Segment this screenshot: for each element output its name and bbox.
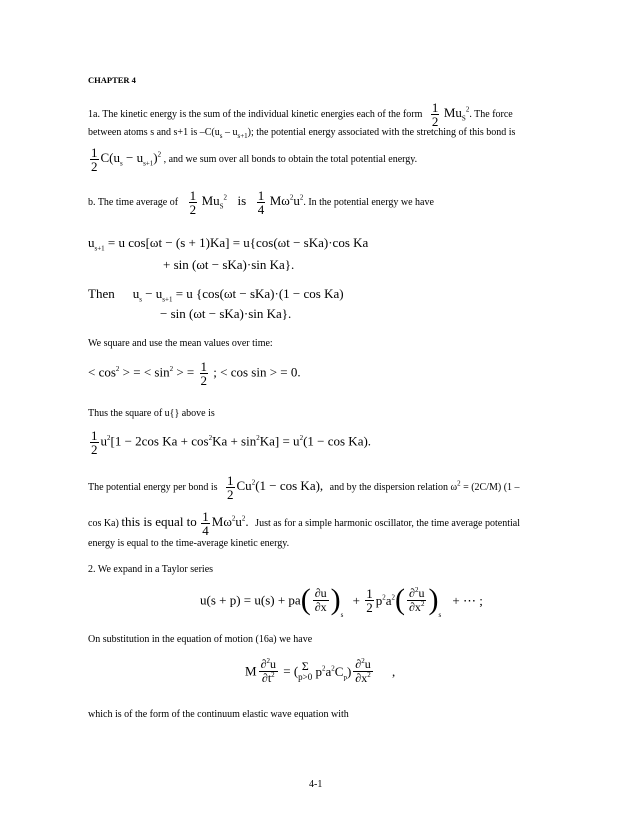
sup: 2 [266, 657, 270, 665]
text: C [334, 663, 344, 679]
sum-symbol [298, 660, 312, 683]
paragraph-1a-line2 [88, 128, 515, 138]
sigma: Σ [301, 658, 309, 673]
text: u [418, 585, 425, 600]
text: (1 − cos Ka). [303, 433, 372, 449]
text: Just as for a simple harmonic oscillator, the time average potential [255, 517, 520, 529]
text: = u {cos(ωt − sKa)·(1 − cos Ka) [172, 286, 344, 301]
sup: 2 [367, 670, 371, 679]
first-derivative [313, 587, 329, 613]
text: The potential energy per bond is [88, 481, 218, 493]
text: ∂t [261, 670, 272, 685]
text: u [293, 192, 300, 208]
deriv-den [407, 600, 426, 614]
text: ∂x [409, 599, 421, 614]
text: Then [88, 286, 115, 301]
potential-expr [237, 478, 324, 493]
text: + [352, 592, 360, 608]
text: ∂ [355, 657, 362, 671]
frac-den: 4 [202, 523, 209, 538]
sub-s: s [340, 610, 344, 619]
text: ∂ [409, 585, 415, 600]
text: – u [222, 127, 238, 138]
p1a-fraction [431, 101, 440, 128]
sub: s [120, 159, 123, 168]
text: Ka + sin [212, 433, 257, 449]
equation-u-s-plus-1-line1 [88, 235, 369, 253]
text: = ( [283, 663, 299, 679]
second-derivative [407, 587, 426, 613]
text: (1 − cos Ka), [255, 477, 324, 493]
time-derivative [259, 658, 278, 684]
sup: 2 [157, 150, 162, 159]
frac-num: 1 [189, 188, 197, 203]
paragraph-1a-line1 [88, 101, 513, 128]
paragraph-1a-line3 [88, 146, 417, 173]
sub: S [461, 114, 466, 123]
frac-num: 1 [202, 509, 209, 524]
text: b. The time average of [88, 196, 179, 208]
deriv-den: ∂x [314, 599, 327, 614]
paragraph-substitution: On substitution in the equation of motion (16a) we have [88, 634, 313, 645]
sup: 2 [382, 593, 386, 602]
text: ); the potential energy associated with the stretching of this bond is [247, 127, 516, 138]
text: > = < sin [119, 364, 170, 380]
text: , and we sum over all bonds to obtain the total potential energy. [163, 153, 418, 165]
text: Mω [211, 513, 232, 529]
text: and by the dispersion relation ω [329, 481, 458, 493]
deriv-num: ∂u [314, 585, 327, 600]
deriv-den [259, 671, 278, 685]
p1a-after: . The force [469, 108, 513, 120]
frac-den: 2 [91, 442, 98, 457]
deriv-den [353, 671, 372, 685]
sup: 2 [331, 664, 335, 673]
left-paren: ( [395, 583, 405, 616]
sup: 2 [241, 514, 246, 523]
text: Mu [201, 192, 220, 208]
deriv-num [407, 587, 426, 600]
frac-num: 1 [91, 428, 98, 443]
equation-motion [245, 658, 395, 684]
text: − u [122, 149, 144, 165]
p1a-lead: 1a. The kinetic energy is the sum of the individual kinetic energies each of the form [88, 108, 423, 120]
average-expr [212, 514, 249, 529]
sub: s [139, 295, 142, 304]
paragraph-which: which is of the form of the continuum elastic wave equation with [88, 709, 349, 720]
sup: 2 [457, 479, 461, 488]
text: C(u [100, 149, 120, 165]
deriv-num [353, 658, 372, 671]
text: + ⋯ ; [452, 592, 483, 608]
text: this is equal to [121, 513, 197, 529]
sum-body [312, 663, 352, 682]
sup: 2 [322, 664, 326, 673]
frac-den: 4 [257, 202, 265, 217]
fraction-half [90, 429, 99, 456]
text: M [245, 663, 257, 679]
sub: s+1 [237, 132, 248, 140]
sup: 2 [271, 670, 275, 679]
fraction-quarter [257, 189, 266, 216]
sup: 2 [256, 434, 260, 443]
equation-square [88, 429, 371, 456]
fraction-half [365, 587, 374, 614]
frac-den: 2 [189, 202, 197, 217]
text: u [100, 433, 107, 449]
sup: 2 [465, 105, 470, 114]
text: = u cos[ωt − (s + 1)Ka] = u{cos(ωt − sKa)·cos Ka [104, 235, 369, 250]
text: Ka] = u [259, 433, 300, 449]
text: < cos [88, 364, 116, 380]
text: ∂ [260, 657, 267, 671]
right-paren: ) [428, 583, 439, 616]
paragraph-potential-line2 [88, 510, 520, 537]
text: − u [141, 286, 163, 301]
text: . [245, 513, 249, 529]
text: u [270, 657, 276, 671]
sigma-sub: p>0 [298, 671, 313, 682]
p1a-expr [443, 104, 470, 123]
sup: 2 [115, 365, 120, 374]
text: cos Ka) [88, 517, 119, 529]
text: ) [153, 149, 158, 165]
fraction-quarter [201, 510, 210, 537]
left-paren: ( [300, 583, 311, 616]
frac-den: 2 [200, 373, 208, 388]
sup: 2 [414, 585, 419, 594]
equation-u-s-plus-1-line2: + sin (ωt − sKa)·sin Ka}. [163, 257, 295, 272]
chapter-heading: CHAPTER 4 [88, 75, 136, 85]
sup: 2 [208, 434, 213, 443]
sub: s+1 [94, 244, 105, 253]
text: u [88, 235, 95, 250]
average-expr [270, 193, 304, 208]
space-derivative [353, 658, 372, 684]
sup: 2 [299, 193, 304, 202]
paragraph-potential-line3: energy is equal to the time-average kinetic energy. [88, 538, 290, 549]
paragraph-taylor-intro: 2. We expand in a Taylor series [88, 564, 214, 575]
frac-den: 2 [366, 599, 373, 615]
frac-den: 2 [431, 114, 439, 129]
text: Cu [236, 477, 252, 493]
sup: 2 [251, 478, 256, 487]
text: between atoms s and s+1 is –C(u [88, 127, 220, 138]
frac-den: 2 [227, 487, 234, 502]
text: p [312, 663, 322, 679]
expr: Mu [443, 104, 462, 120]
text: u [132, 286, 140, 301]
sup: 2 [223, 193, 228, 202]
text: p [375, 592, 383, 608]
frac-num: 1 [227, 473, 234, 488]
frac-num: 1 [200, 359, 208, 374]
text: ; < cos sin > = 0. [213, 364, 301, 380]
text: Mω [269, 192, 290, 208]
text: [1 − 2cos Ka + cos [110, 433, 209, 449]
right-paren: ) [330, 583, 341, 616]
p2a2 [376, 593, 395, 608]
sub: s [219, 132, 223, 140]
text: a [385, 592, 392, 608]
frac-num: 1 [257, 188, 265, 203]
sub: s+1 [143, 159, 154, 168]
sup: 2 [391, 593, 395, 602]
frac-num: 1 [431, 100, 439, 115]
sub-s: s [438, 610, 442, 619]
sup: 2 [299, 434, 304, 443]
sub: p [343, 673, 347, 682]
equation-then-line2: − sin (ωt − sKa)·sin Ka}. [160, 306, 292, 321]
fraction-half [226, 474, 235, 501]
sup: 2 [107, 434, 111, 443]
sup: 2 [361, 657, 365, 665]
text: u [235, 513, 242, 529]
deriv-num [259, 658, 278, 671]
fraction-half [200, 360, 209, 387]
paragraph-b [88, 189, 434, 216]
paragraph-square: We square and use the mean values over time: [88, 338, 273, 349]
fraction-half [189, 189, 198, 216]
sup: 2 [420, 599, 425, 608]
text: u [364, 657, 371, 671]
paragraph-potential-line1 [88, 474, 520, 501]
text: > = [173, 364, 195, 380]
sub: S [219, 202, 224, 211]
frac-num: 1 [91, 145, 98, 160]
kinetic-expr [201, 192, 228, 211]
text: a [325, 663, 332, 679]
sup: 2 [169, 365, 174, 374]
paragraph-thus: Thus the square of u{} above is [88, 408, 215, 419]
equation-mean-values [88, 360, 301, 387]
page-number: 4-1 [309, 779, 323, 790]
sub: s+1 [162, 295, 173, 304]
text: u(s + p) = u(s) + pa [200, 592, 301, 608]
frac-den: 2 [91, 159, 98, 174]
is-word: is [237, 192, 247, 208]
text: . In the potential energy we have [303, 196, 434, 208]
fraction-half [90, 146, 99, 173]
frac-num: 1 [366, 585, 373, 601]
text: , [391, 663, 396, 679]
text: ∂x [355, 670, 368, 685]
text: ) [346, 663, 352, 679]
bond-energy-expr [100, 149, 162, 168]
sup: 2 [231, 514, 236, 523]
text: = (2C/M) (1 – [460, 481, 520, 493]
equation-taylor [200, 585, 483, 619]
equation-then-line1 [88, 286, 344, 304]
sup: 2 [289, 193, 294, 202]
